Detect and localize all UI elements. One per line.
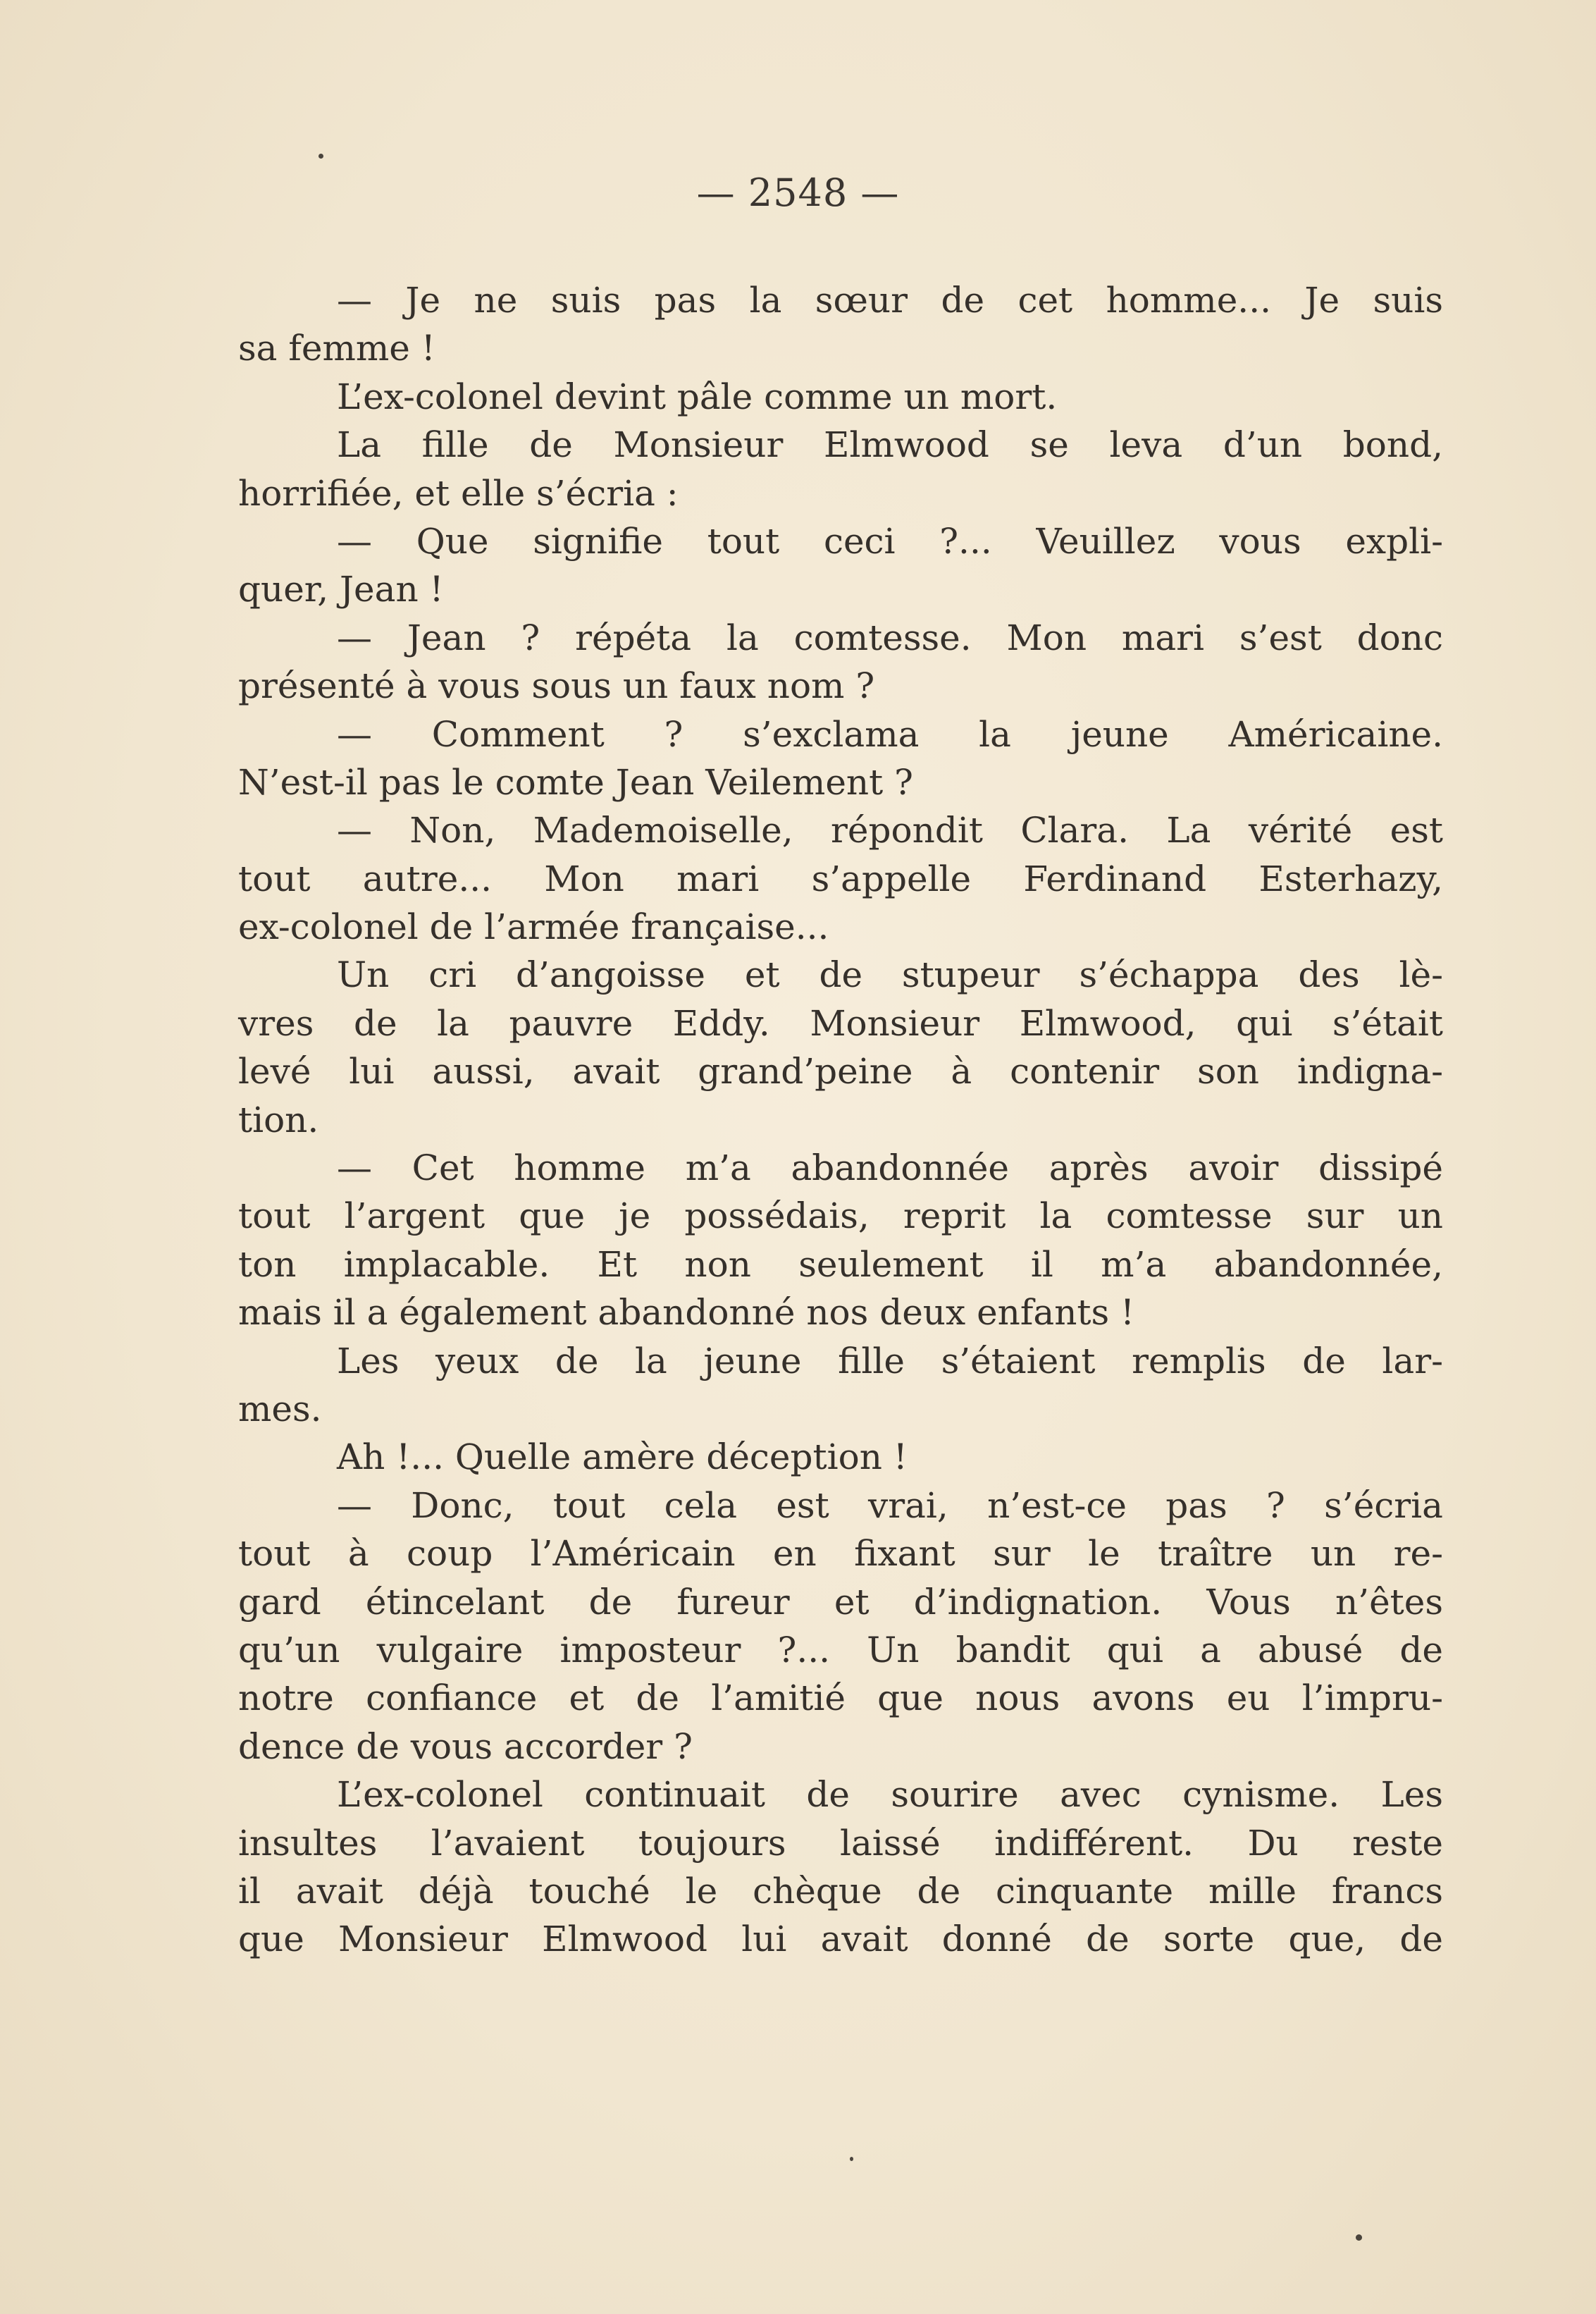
text-line: — Je ne suis pas la sœur de cet homme... Je suis: [337, 280, 1443, 321]
text-line: dence de vous accorder ?: [238, 1725, 693, 1767]
body-text: [238, 276, 1443, 1964]
text-line: horrifiée, et elle s’écria :: [238, 472, 679, 514]
paper-speck: [850, 2157, 853, 2161]
text-line: insultes l’avaient toujours laissé indifférent. Du reste: [238, 1822, 1443, 1864]
text-line: il avait déjà touché le chèque de cinquante mille francs: [238, 1870, 1443, 1912]
text-line: quer, Jean !: [238, 569, 444, 610]
text-line: mais il a également abandonné nos deux enfants !: [238, 1292, 1135, 1334]
text-line: présenté à vous sous un faux nom ?: [238, 665, 875, 707]
text-line: ton implacable. Et non seulement il m’a abandonnée,: [238, 1243, 1443, 1285]
text-line: tout autre... Mon mari s’appelle Ferdinand Esterhazy,: [238, 858, 1443, 899]
text-line: tout à coup l’Américain en fixant sur le traître un re-: [238, 1533, 1443, 1575]
text-line: gard étincelant de fureur et d’indignation. Vous n’êtes: [238, 1581, 1443, 1623]
text-line: — Jean ? répéta la comtesse. Mon mari s’est donc: [337, 617, 1443, 658]
text-line: sa femme !: [238, 328, 435, 369]
text-line: tout l’argent que je possédais, reprit la comtesse sur un: [238, 1195, 1443, 1237]
text-line: — Donc, tout cela est vrai, n’est-ce pas ? s’écria: [337, 1484, 1443, 1526]
paper-speck: [318, 154, 323, 159]
text-line: — Cet homme m’a abandonnée après avoir dissipé: [337, 1147, 1443, 1189]
text-line: levé lui aussi, avait grand’peine à contenir son indigna-: [238, 1051, 1443, 1093]
text-line: L’ex-colonel devint pâle comme un mort.: [337, 376, 1058, 417]
text-line: La fille de Monsieur Elmwood se leva d’un bond,: [337, 424, 1443, 466]
text-line: N’est-il pas le comte Jean Veilement ?: [238, 761, 913, 803]
text-line: notre confiance et de l’amitié que nous avons eu l’impru-: [238, 1678, 1443, 1719]
text-line: vres de la pauvre Eddy. Monsieur Elmwood, qui s’était: [238, 1002, 1443, 1044]
text-line: — Que signifie tout ceci ?... Veuillez vous expli-: [337, 520, 1443, 562]
text-line: que Monsieur Elmwood lui avait donné de sorte que, de: [238, 1919, 1443, 1960]
text-line: Un cri d’angoisse et de stupeur s’échappa des lè-: [337, 954, 1443, 996]
paper-speck: [1356, 2234, 1362, 2241]
text-line: ex-colonel de l’armée française...: [238, 906, 829, 948]
page-number: — 2548 —: [696, 171, 900, 215]
text-line: tion.: [238, 1099, 319, 1140]
text-line: Ah !... Quelle amère déception !: [337, 1436, 908, 1478]
text-line: qu’un vulgaire imposteur ?... Un bandit qui a abusé de: [238, 1629, 1443, 1670]
text-line: Les yeux de la jeune fille s’étaient remplis de lar-: [337, 1340, 1443, 1381]
text-line: L’ex-colonel continuait de sourire avec cynisme. Les: [337, 1774, 1443, 1816]
text-line: — Comment ? s’exclama la jeune Américaine.: [337, 713, 1443, 755]
text-line: mes.: [238, 1388, 322, 1429]
text-line: — Non, Mademoiselle, répondit Clara. La vérité est: [337, 810, 1443, 851]
